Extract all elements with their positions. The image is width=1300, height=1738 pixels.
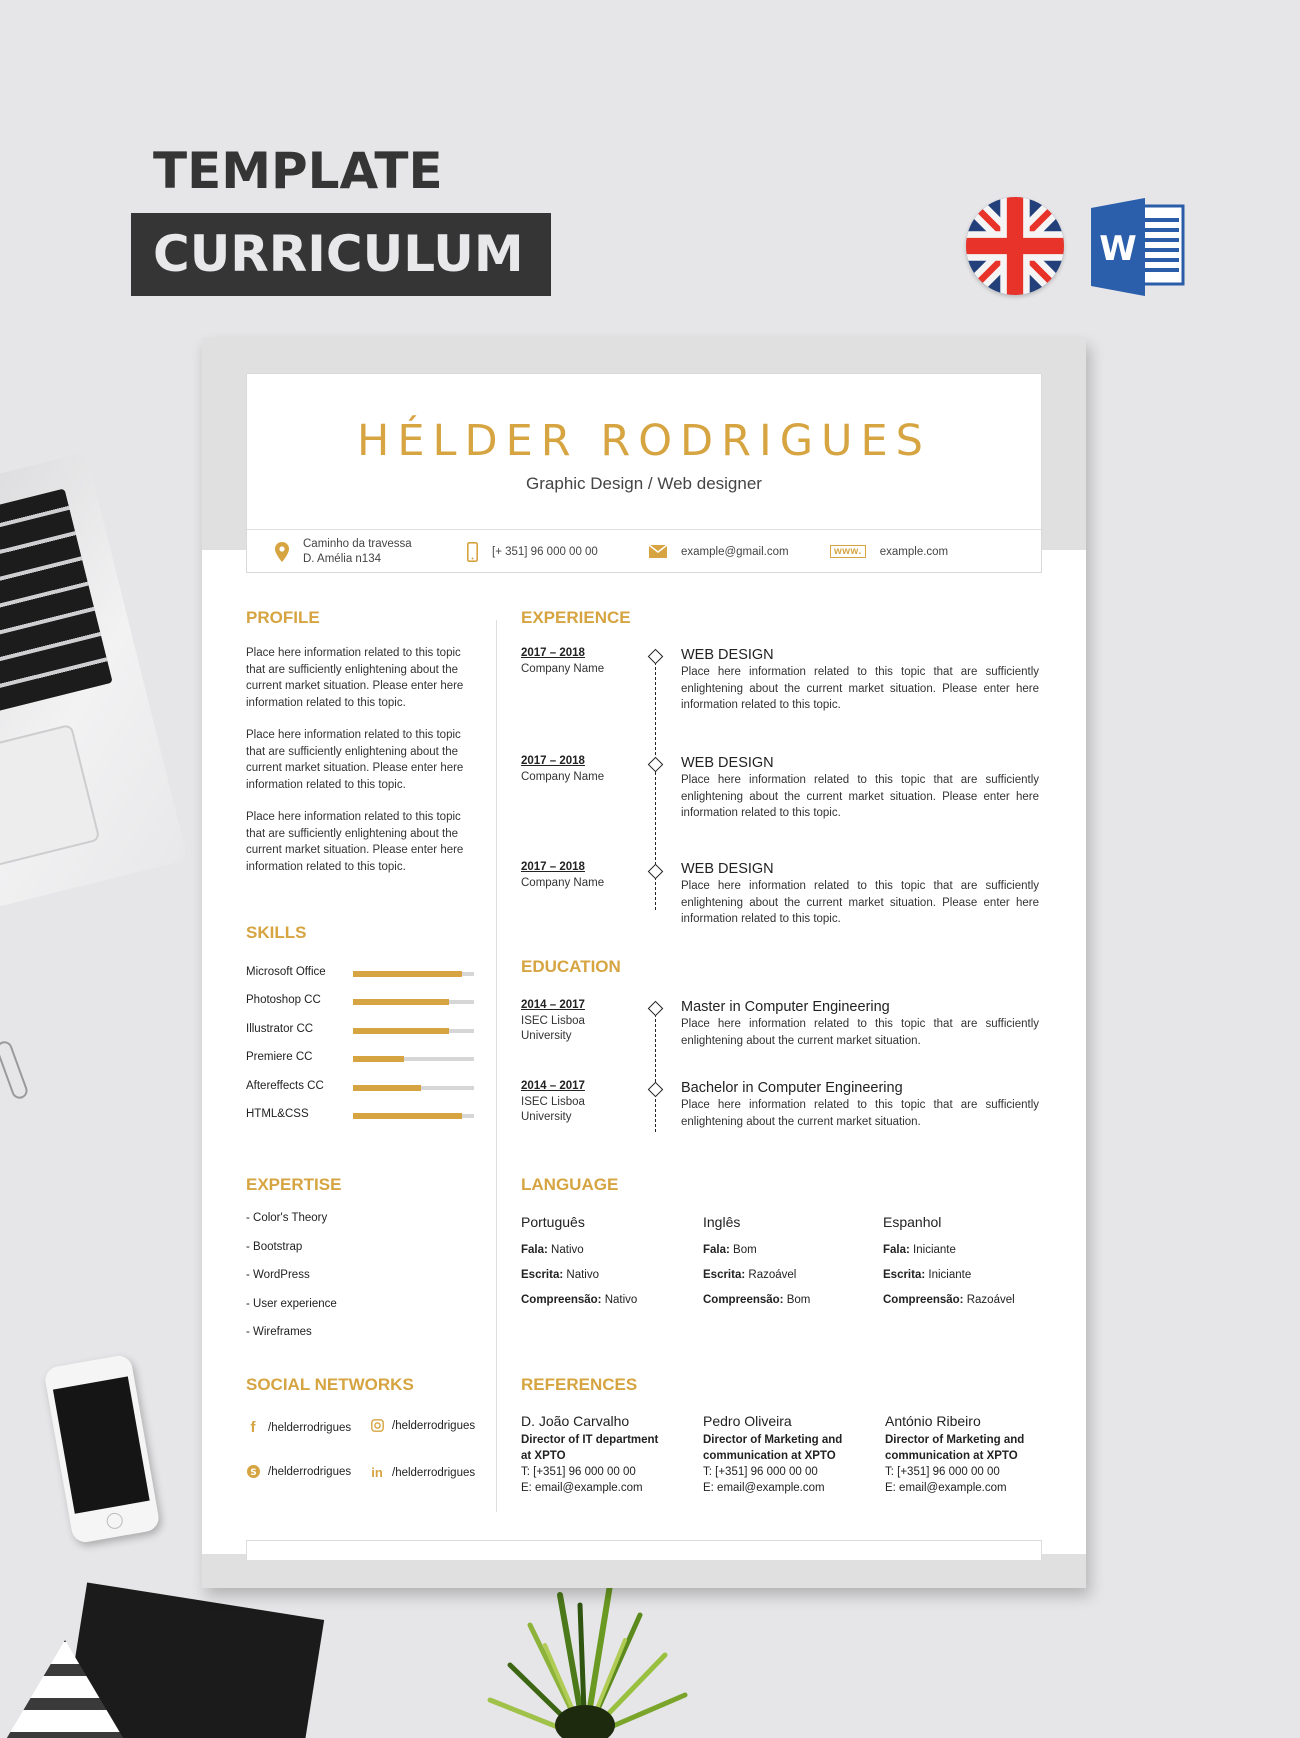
skill-name: Aftereffects CC — [246, 1080, 324, 1092]
language-column — [521, 1214, 691, 1319]
education-school: ISEC Lisboa University — [521, 1015, 585, 1042]
reference-card — [885, 1413, 1060, 1496]
contact-address — [275, 537, 412, 567]
reference-role: Director of Marketing and communication at XPTO — [885, 1434, 1025, 1462]
language-name: Português — [521, 1214, 585, 1230]
candidate-name: HÉLDER RODRIGUES — [357, 416, 931, 466]
skill-row — [246, 1080, 476, 1096]
timeline-diamond-icon — [648, 1001, 664, 1017]
skill-row — [246, 1108, 476, 1124]
timeline-diamond-icon — [648, 649, 664, 665]
linkedin-icon: in — [371, 1465, 383, 1480]
experience-description: Place here information related to this topic that are sufficiently enlightening about the current market situation. Please enter here information related to this topic. — [681, 666, 1039, 711]
address-line-1: Caminho da travessa — [303, 537, 412, 550]
contact-email — [649, 545, 789, 558]
skill-row — [246, 1023, 476, 1039]
skill-name: Photoshop CC — [246, 994, 321, 1006]
experience-role: WEB DESIGN — [681, 647, 774, 663]
speak-level: Nativo — [551, 1244, 584, 1256]
reference-role: Director of IT department at XPTO — [521, 1434, 659, 1462]
plant-decor — [470, 1585, 700, 1738]
experience-description: Place here information related to this topic that are sufficiently enlightening about the current market situation. Please enter here information related to this topic. — [681, 880, 1039, 925]
svg-text:W: W — [1099, 229, 1137, 269]
promo-banner: CURRICULUM — [131, 213, 551, 296]
education-description: Place here information related to this topic that are sufficiently enlightening about the current market situation. — [681, 1018, 1039, 1047]
social-skype[interactable] — [246, 1465, 351, 1478]
timeline-diamond-icon — [648, 1082, 664, 1098]
experience-heading: EXPERIENCE — [521, 608, 631, 627]
write-label: Escrita: — [521, 1269, 564, 1281]
social-linkedin[interactable] — [370, 1465, 475, 1480]
paperclip-decor — [0, 1039, 30, 1101]
contact-bar — [247, 529, 1041, 573]
address-line-2: D. Amélia n134 — [303, 552, 381, 565]
skill-bar-fill — [353, 1085, 421, 1091]
reference-email[interactable]: E: email@example.com — [885, 1482, 1007, 1494]
profile-paragraph: Place here information related to this topic that are sufficiently enlightening about the current market situation. Please enter here information related to this topic. — [246, 729, 464, 791]
experience-dates: 2017 – 2018 — [521, 755, 585, 767]
social-handle: /helderrodrigues — [392, 1419, 476, 1432]
social-instagram[interactable] — [370, 1419, 475, 1432]
timeline-diamond-icon — [648, 757, 664, 773]
reference-email[interactable]: E: email@example.com — [521, 1482, 643, 1494]
profile-heading: PROFILE — [246, 608, 320, 627]
comprehension-level: Razoável — [966, 1294, 1015, 1306]
speak-label: Fala: — [521, 1244, 548, 1256]
speak-label: Fala: — [703, 1244, 730, 1256]
phone-screen — [53, 1376, 150, 1513]
skill-row — [246, 994, 476, 1010]
uk-flag-icon — [966, 197, 1064, 295]
experience-company: Company Name — [521, 877, 605, 889]
write-level: Razoável — [748, 1269, 797, 1281]
education-description: Place here information related to this topic that are sufficiently enlightening about the current market situation. — [681, 1099, 1039, 1128]
write-level: Iniciante — [928, 1269, 972, 1281]
expertise-item: - Wireframes — [246, 1326, 312, 1338]
write-level: Nativo — [566, 1269, 599, 1281]
comprehension-label: Compreensão: — [703, 1294, 784, 1306]
footer-frame — [246, 1540, 1042, 1560]
reference-phone: T: [+351] 96 000 00 00 — [703, 1466, 818, 1478]
skill-bar-fill — [353, 971, 462, 977]
column-divider — [496, 620, 497, 1512]
skill-bar — [353, 1086, 474, 1090]
contact-phone — [467, 542, 598, 562]
education-heading: EDUCATION — [521, 957, 621, 976]
expertise-heading: EXPERTISE — [246, 1175, 342, 1194]
mobile-phone-icon — [467, 542, 478, 562]
phone-number: [+ 351] 96 000 00 00 — [492, 545, 598, 558]
experience-role: WEB DESIGN — [681, 861, 774, 877]
experience-description: Place here information related to this topic that are sufficiently enlightening about the current market situation. Please enter here information related to this topic. — [681, 774, 1039, 819]
language-column — [703, 1214, 873, 1319]
language-column — [883, 1214, 1053, 1319]
speak-label: Fala: — [883, 1244, 910, 1256]
social-facebook[interactable] — [246, 1419, 351, 1436]
reference-email[interactable]: E: email@example.com — [703, 1482, 825, 1494]
skill-bar — [353, 1057, 474, 1061]
envelope-icon — [649, 545, 667, 558]
location-pin-icon — [275, 542, 289, 562]
speak-level: Bom — [733, 1244, 757, 1256]
skill-name: Microsoft Office — [246, 966, 326, 978]
experience-company: Company Name — [521, 663, 605, 675]
contact-website — [830, 545, 948, 558]
resume-page — [202, 338, 1086, 1588]
skill-name: Illustrator CC — [246, 1023, 314, 1035]
comprehension-label: Compreensão: — [521, 1294, 602, 1306]
profile-paragraph: Place here information related to this topic that are sufficiently enlightening about the current market situation. Please enter here information related to this topic. — [246, 811, 464, 873]
reference-role: Director of Marketing and communication at XPTO — [703, 1434, 843, 1462]
reference-phone: T: [+351] 96 000 00 00 — [521, 1466, 636, 1478]
skill-bar-fill — [353, 1028, 449, 1034]
reference-name: António Ribeiro — [885, 1413, 981, 1429]
expertise-item: - Bootstrap — [246, 1241, 303, 1253]
email-address[interactable]: example@gmail.com — [681, 545, 789, 558]
social-handle: /helderrodrigues — [268, 1465, 352, 1478]
reference-card — [521, 1413, 696, 1496]
promo-title: TEMPLATE — [153, 142, 443, 200]
timeline-diamond-icon — [648, 864, 664, 880]
word-icon — [1087, 198, 1187, 298]
reference-card — [703, 1413, 878, 1496]
website-url[interactable]: example.com — [879, 545, 949, 558]
skill-bar-fill — [353, 1113, 462, 1119]
comprehension-level: Bom — [786, 1294, 811, 1306]
skill-bar — [353, 1114, 474, 1118]
expertise-item: - WordPress — [246, 1269, 310, 1281]
job-title: Graphic Design / Web designer — [526, 474, 762, 493]
reference-name: Pedro Oliveira — [703, 1413, 792, 1429]
phone-home-button — [105, 1512, 124, 1531]
language-name: Inglês — [703, 1214, 741, 1230]
skill-name: Premiere CC — [246, 1051, 313, 1063]
phone-decor — [43, 1354, 161, 1545]
facebook-icon: f — [250, 1419, 256, 1436]
education-dates: 2014 – 2017 — [521, 999, 585, 1011]
expertise-item: - User experience — [246, 1298, 337, 1310]
reference-name: D. João Carvalho — [521, 1413, 630, 1429]
write-label: Escrita: — [703, 1269, 746, 1281]
experience-dates: 2017 – 2018 — [521, 647, 585, 659]
skill-bar — [353, 1029, 474, 1033]
experience-company: Company Name — [521, 771, 605, 783]
education-degree: Master in Computer Engineering — [681, 999, 890, 1015]
www-icon: www. — [830, 545, 866, 558]
education-school: ISEC Lisboa University — [521, 1096, 585, 1123]
skype-icon — [246, 1465, 260, 1478]
expertise-item: - Color's Theory — [246, 1212, 328, 1224]
write-label: Escrita: — [883, 1269, 926, 1281]
resume-header — [246, 373, 1042, 573]
laptop-trackpad — [0, 724, 101, 867]
education-timeline — [655, 1004, 656, 1132]
skill-row — [246, 966, 476, 982]
comprehension-label: Compreensão: — [883, 1294, 964, 1306]
speak-level: Iniciante — [913, 1244, 956, 1256]
education-dates: 2014 – 2017 — [521, 1080, 585, 1092]
skill-bar — [353, 972, 474, 976]
experience-dates: 2017 – 2018 — [521, 861, 585, 873]
skill-bar — [353, 1000, 474, 1004]
social-handle: /helderrodrigues — [392, 1466, 476, 1479]
laptop-keyboard — [0, 488, 113, 718]
skill-name: HTML&CSS — [246, 1108, 309, 1120]
profile-paragraph: Place here information related to this topic that are sufficiently enlightening about the current market situation. Please enter here information related to this topic. — [246, 647, 464, 709]
svg-text:S: S — [249, 1468, 257, 1478]
skills-heading: SKILLS — [246, 923, 307, 942]
comprehension-level: Nativo — [604, 1294, 638, 1306]
social-handle: /helderrodrigues — [268, 1421, 352, 1434]
reference-phone: T: [+351] 96 000 00 00 — [885, 1466, 1000, 1478]
language-heading: LANGUAGE — [521, 1175, 619, 1194]
instagram-icon — [370, 1419, 384, 1432]
education-degree: Bachelor in Computer Engineering — [681, 1080, 903, 1096]
references-heading: REFERENCES — [521, 1375, 638, 1394]
skill-row — [246, 1051, 476, 1067]
skill-bar-fill — [353, 999, 449, 1005]
laptop-decor — [0, 452, 188, 908]
language-name: Espanhol — [883, 1214, 942, 1230]
skill-bar-fill — [353, 1056, 404, 1062]
social-heading: SOCIAL NETWORKS — [246, 1375, 414, 1394]
experience-role: WEB DESIGN — [681, 755, 774, 771]
